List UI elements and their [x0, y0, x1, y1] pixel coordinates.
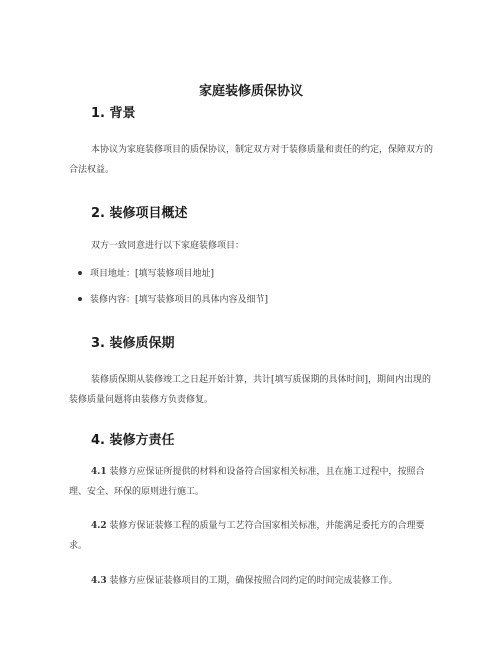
list-item [78, 267, 214, 281]
clause-text: 装修方应保证所提供的材料和设备符合国家相关标准，且在施工过程中，按照合理、安全、环保的原则进行施工。 [69, 467, 425, 497]
bullet-icon [78, 271, 82, 275]
list-item [78, 293, 268, 307]
clause-4-1 [69, 462, 433, 502]
section-intro-project-overview: 双方一致同意进行以下家庭装修项目： [91, 241, 245, 251]
clause-number: 4.2 [91, 521, 107, 531]
bullet-icon [78, 297, 82, 301]
clause-4-2 [69, 516, 433, 556]
section-heading-warranty-period: 3. 装修质保期 [91, 336, 175, 351]
clause-4-3 [69, 571, 433, 591]
section-heading-project-overview: 2. 装修项目概述 [91, 206, 188, 221]
section-paragraph-warranty-period: 装修质保期从装修竣工之日起开始计算，共计[填写质保期的具体时间]，期间内出现的装修质量问题将由装修方负责修复。 [69, 375, 432, 405]
list-item-text: 装修内容：[填写装修项目的具体内容及细节] [90, 295, 269, 305]
section-heading-contractor-responsibility: 4. 装修方责任 [91, 433, 175, 448]
document-title: 家庭装修质保协议 [198, 84, 303, 99]
section-heading-background: 1. 背景 [91, 106, 136, 121]
section-paragraph-background: 本协议为家庭装修项目的质保协议，制定双方对于装修质量和责任的约定，保障双方的合法权益。 [69, 145, 434, 175]
clause-number: 4.3 [91, 576, 107, 586]
clause-text: 装修方保证装修工程的质量与工艺符合国家相关标准，并能满足委托方的合理要求。 [69, 521, 425, 551]
list-item-text: 项目地址：[填写装修项目地址] [90, 269, 215, 279]
clause-number: 4.1 [91, 467, 107, 477]
clause-text: 装修方应保证装修项目的工期，确保按照合同约定的时间完成装修工作。 [106, 576, 398, 586]
